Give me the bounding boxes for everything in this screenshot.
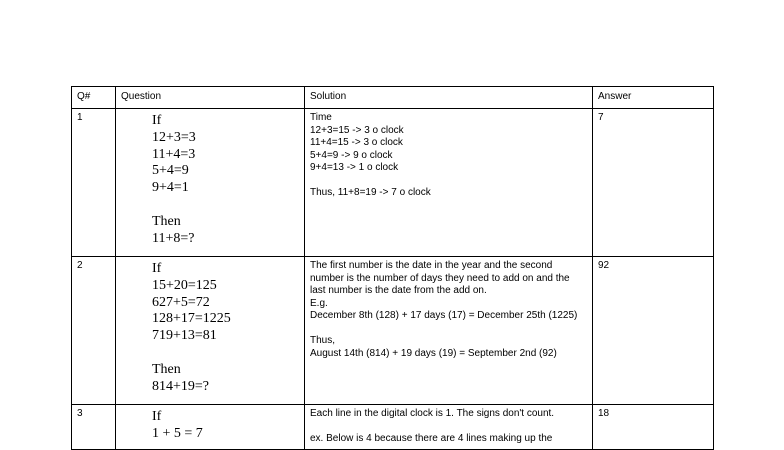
solution-cell xyxy=(305,405,593,450)
question-line: 12+3=3 xyxy=(152,129,196,145)
solution-line: Time xyxy=(310,112,332,123)
header-row xyxy=(72,87,714,109)
solution-line: Thus, xyxy=(310,335,336,346)
solution-line: 9+4=13 -> 1 o clock xyxy=(310,162,399,173)
question-number: 2 xyxy=(72,257,116,405)
qa-table xyxy=(71,86,714,450)
table-row xyxy=(72,257,714,405)
question-line xyxy=(152,345,304,362)
question-line: 128+17=1225 xyxy=(152,311,231,327)
solution-line: December 8th (128) + 17 days (17) = December 25th (1225) xyxy=(310,310,578,321)
table-row xyxy=(72,405,714,450)
question-line: 1 + 5 = 7 xyxy=(152,425,203,441)
table-row xyxy=(72,109,714,257)
solution-line: Each line in the digital clock is 1. The signs don't count. xyxy=(310,408,555,419)
solution-line xyxy=(310,323,587,336)
question-line: 11+4=3 xyxy=(152,146,196,162)
question-line: 15+20=125 xyxy=(152,277,217,293)
question-line: 719+13=81 xyxy=(152,328,217,344)
solution-cell xyxy=(305,257,593,405)
question-line: If xyxy=(152,261,162,276)
answer-cell: 92 xyxy=(593,257,714,405)
question-line: 5+4=9 xyxy=(152,163,189,179)
solution-line: August 14th (814) + 19 days (19) = September 2nd (92) xyxy=(310,347,557,359)
solution-line: 5+4=9 -> 9 o clock xyxy=(310,149,393,161)
solution-line: E.g. xyxy=(310,297,328,309)
solution-line: The first number is the date in the year and the second number is the number of days they need to add on and the last number is the date from the add on. xyxy=(310,260,573,296)
question-cell xyxy=(116,257,305,405)
solution-cell xyxy=(305,109,593,257)
solution-line xyxy=(310,175,587,188)
question-number: 3 xyxy=(72,405,116,450)
question-line: 11+8=? xyxy=(152,230,195,246)
question-line: Then xyxy=(152,213,181,229)
question-number: 1 xyxy=(72,109,116,257)
question-line: If xyxy=(152,409,162,424)
question-line: 9+4=1 xyxy=(152,180,189,196)
solution-line: 12+3=15 -> 3 o clock xyxy=(310,124,404,136)
header-qnum: Q# xyxy=(72,87,116,109)
header-question: Question xyxy=(116,87,305,109)
question-line: Then xyxy=(152,361,181,377)
solution-line: 11+4=15 -> 3 o clock xyxy=(310,137,403,148)
header-solution: Solution xyxy=(305,87,593,109)
header-answer: Answer xyxy=(593,87,714,109)
solution-line: ex. Below is 4 because there are 4 lines making up the xyxy=(310,433,553,444)
question-cell xyxy=(116,405,305,450)
question-line: 627+5=72 xyxy=(152,294,210,310)
question-line xyxy=(152,197,304,214)
solution-line xyxy=(310,421,587,434)
answer-cell: 7 xyxy=(593,109,714,257)
question-cell xyxy=(116,109,305,257)
question-line: 814+19=? xyxy=(152,378,210,394)
question-line: If xyxy=(152,113,162,128)
answer-cell: 18 xyxy=(593,405,714,450)
solution-line: Thus, 11+8=19 -> 7 o clock xyxy=(310,187,431,198)
